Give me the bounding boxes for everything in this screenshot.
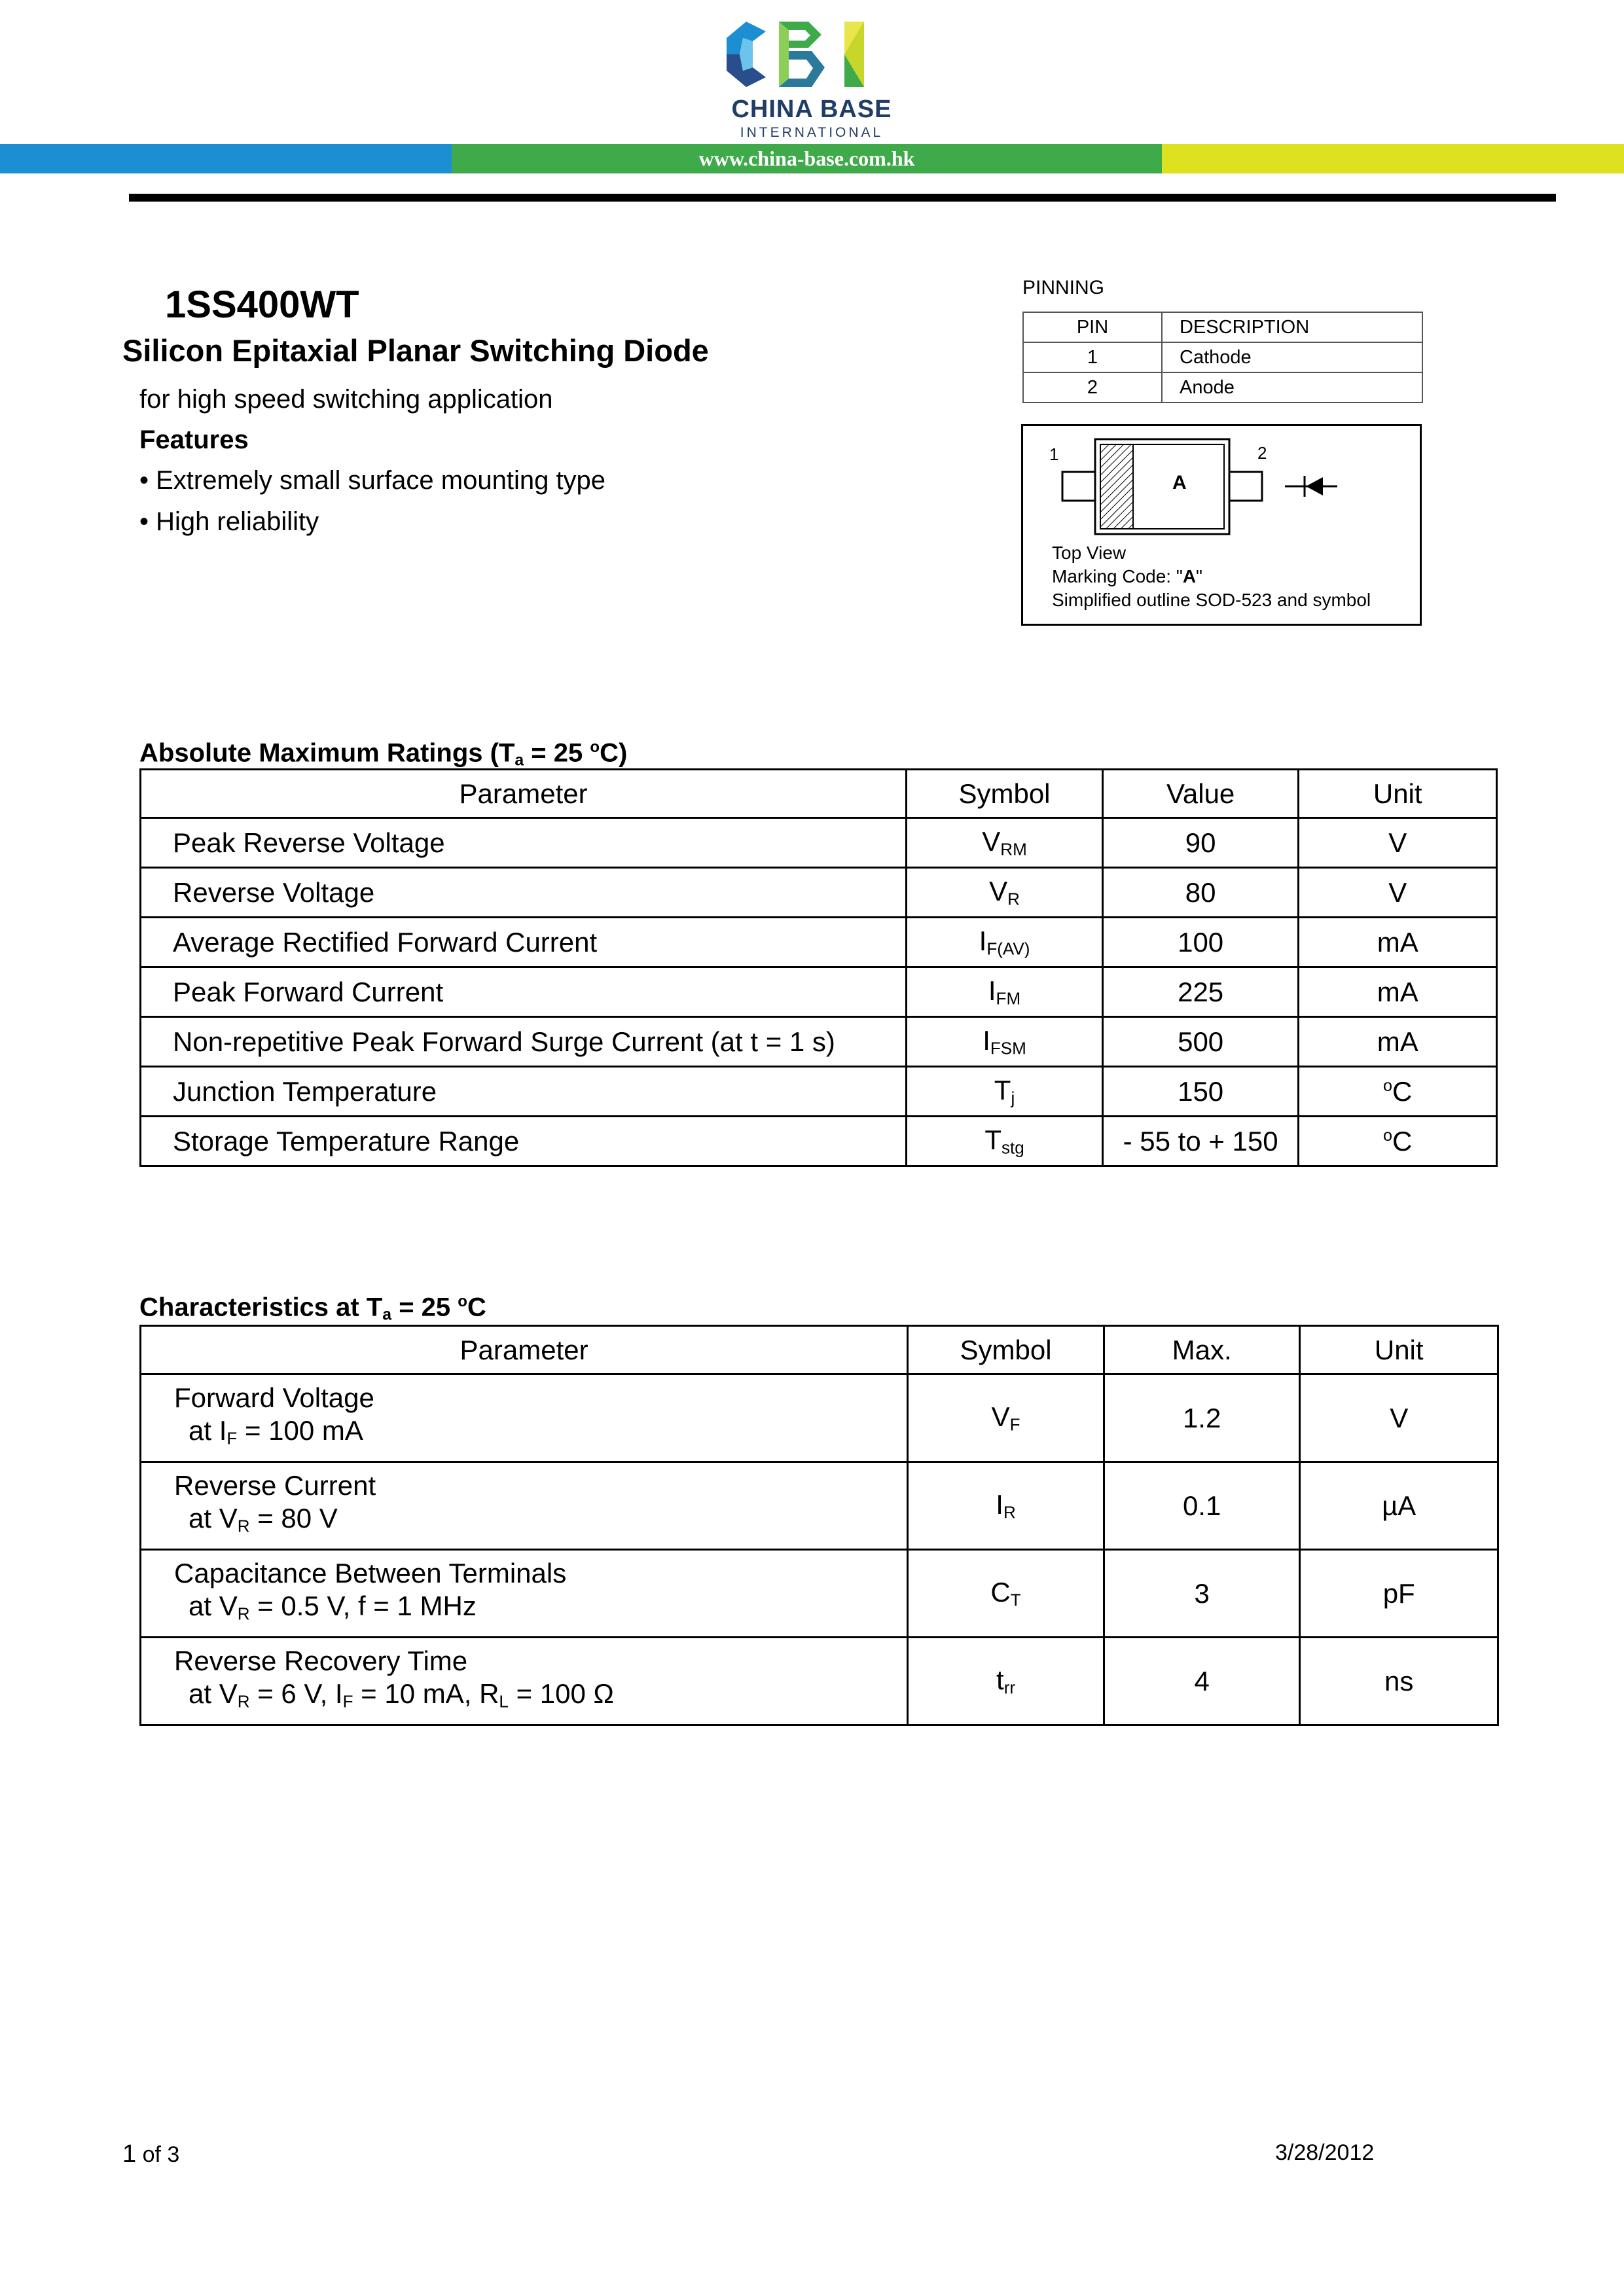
symbol-subscript: rr (1003, 1677, 1016, 1698)
table-row (141, 1017, 1497, 1067)
test-conditions (174, 1677, 907, 1718)
unit-cell: V (1300, 1374, 1498, 1462)
parameter-cell (141, 1462, 908, 1550)
symbol-cell (908, 1638, 1104, 1725)
symbol-main: C (990, 1576, 1011, 1607)
symbol-main: t (996, 1664, 1004, 1695)
parameter-name: Reverse Recovery Time (174, 1645, 468, 1676)
value-cell: 90 (1102, 818, 1299, 868)
parameter-cell (141, 1374, 908, 1462)
title-text: Characteristics at T (139, 1293, 383, 1322)
value-cell: - 55 to + 150 (1102, 1117, 1299, 1166)
parameter-cell (141, 1638, 908, 1725)
parameter-name: Forward Voltage (174, 1382, 374, 1413)
symbol-main: I (979, 925, 987, 956)
value-cell: 100 (1102, 918, 1299, 967)
title-subscript: a (382, 1306, 392, 1324)
symbol-cell (907, 918, 1103, 967)
condition-text: at V (189, 1590, 238, 1621)
title-text: = 25 (524, 738, 590, 768)
parameter-cell: Junction Temperature (141, 1067, 907, 1117)
table-row (141, 1067, 1497, 1117)
title-superscript: o (590, 738, 600, 756)
table-row (141, 818, 1497, 868)
col-header-symbol: Symbol (907, 770, 1103, 818)
symbol-main: T (994, 1074, 1011, 1105)
symbol-main: V (989, 875, 1008, 906)
condition-text: = 80 V (249, 1502, 338, 1534)
pinning-row (1023, 342, 1422, 372)
symbol-cell (907, 818, 1103, 868)
condition-subscript: R (237, 1604, 250, 1624)
pin-description: Anode (1162, 372, 1422, 403)
table-row (141, 1117, 1497, 1166)
unit-text: mA (1377, 976, 1418, 1007)
col-header-parameter: Parameter (141, 770, 907, 818)
part-number: 1SS400WT (165, 283, 359, 326)
col-header-unit: Unit (1300, 1326, 1498, 1374)
symbol-subscript: R (1003, 1502, 1016, 1522)
symbol-subscript: RM (1000, 839, 1027, 859)
color-bar-blue (0, 144, 452, 173)
description-header: DESCRIPTION (1162, 312, 1422, 342)
outline-pin1-label: 1 (1049, 444, 1059, 464)
table-row (141, 1550, 1498, 1638)
col-header-symbol: Symbol (908, 1326, 1104, 1374)
condition-text: at V (189, 1677, 238, 1709)
header-rule (129, 194, 1556, 202)
parameter-name: Reverse Current (174, 1469, 376, 1501)
symbol-cell (907, 1067, 1103, 1117)
title-text: C (467, 1293, 486, 1322)
symbol-subscript: FSM (990, 1038, 1026, 1058)
parameter-cell: Average Rectified Forward Current (141, 918, 907, 967)
parameter-cell: Peak Reverse Voltage (141, 818, 907, 868)
symbol-cell (908, 1550, 1104, 1638)
feature-item: • High reliability (139, 507, 319, 536)
symbol-main: V (982, 825, 1001, 857)
document-date: 3/28/2012 (1275, 2140, 1375, 2165)
pinning-header-row (1023, 312, 1422, 342)
symbol-main: I (983, 1024, 990, 1056)
unit-text: V (1388, 827, 1407, 858)
unit-cell: pF (1300, 1550, 1498, 1638)
unit-cell: µA (1300, 1462, 1498, 1550)
unit-superscript: o (1383, 1126, 1393, 1145)
title-superscript: o (458, 1293, 467, 1310)
symbol-subscript: FM (996, 988, 1021, 1009)
parameter-cell: Peak Forward Current (141, 967, 907, 1017)
condition-subscript: F (342, 1691, 353, 1712)
pin-number: 1 (1023, 342, 1162, 372)
value-cell: 500 (1102, 1017, 1299, 1067)
unit-cell: ns (1300, 1638, 1498, 1725)
symbol-subscript: F (1009, 1414, 1020, 1435)
condition-text: = 6 V, I (249, 1677, 343, 1709)
parameter-cell: Reverse Voltage (141, 868, 907, 918)
brand-name: CHINA BASE (731, 96, 892, 123)
unit-cell (1299, 868, 1497, 918)
page-current: 1 (122, 2140, 137, 2168)
parameter-name: Capacitance Between Terminals (174, 1557, 567, 1588)
max-cell: 3 (1104, 1550, 1300, 1638)
unit-text: mA (1377, 926, 1418, 958)
table-row (141, 1638, 1498, 1725)
max-cell: 4 (1104, 1638, 1300, 1725)
condition-subscript: R (237, 1516, 250, 1536)
unit-text: C (1392, 1125, 1413, 1157)
application-text: for high speed switching application (139, 385, 553, 414)
marking-code-line (1052, 566, 1202, 587)
symbol-cell (907, 967, 1103, 1017)
condition-text: at I (189, 1414, 227, 1446)
condition-text: = 10 mA, R (353, 1677, 499, 1709)
max-cell: 0.1 (1104, 1462, 1300, 1550)
table-row (141, 1374, 1498, 1462)
col-header-max: Max. (1104, 1326, 1300, 1374)
color-bar-yellow (1162, 144, 1624, 173)
pin-number: 2 (1023, 372, 1162, 403)
symbol-cell (907, 1117, 1103, 1166)
parameter-cell: Storage Temperature Range (141, 1117, 907, 1166)
unit-cell (1299, 1117, 1497, 1166)
unit-cell (1299, 1017, 1497, 1067)
feature-item: • Extremely small surface mounting type (139, 466, 606, 495)
absolute-max-table (139, 768, 1498, 1167)
condition-text: = 100 Ω (508, 1677, 614, 1709)
product-subtitle: Silicon Epitaxial Planar Switching Diode (122, 333, 709, 368)
table-row (141, 918, 1497, 967)
brand-subtitle: INTERNATIONAL (740, 125, 884, 140)
title-text: C) (600, 738, 628, 768)
condition-text: = 0.5 V, f = 1 MHz (249, 1590, 477, 1621)
col-header-value: Value (1102, 770, 1299, 818)
unit-text: C (1392, 1075, 1413, 1107)
value-cell: 225 (1102, 967, 1299, 1017)
table-row (141, 868, 1497, 918)
condition-text: = 100 mA (237, 1414, 363, 1446)
symbol-subscript: F(AV) (986, 939, 1030, 959)
title-text: Absolute Maximum Ratings (T (139, 738, 515, 768)
symbol-cell (907, 1017, 1103, 1067)
unit-cell (1299, 1067, 1497, 1117)
parameter-cell (141, 1550, 908, 1638)
test-conditions (174, 1414, 907, 1455)
features-title: Features (139, 425, 249, 454)
table-header-row (141, 770, 1497, 818)
title-text: = 25 (391, 1293, 458, 1322)
outline-caption: Simplified outline SOD-523 and symbol (1052, 590, 1371, 610)
outline-marking-letter: A (1172, 472, 1187, 493)
symbol-main: V (991, 1401, 1010, 1432)
cbi-logo-icon (727, 18, 884, 90)
col-header-parameter: Parameter (141, 1326, 908, 1374)
symbol-cell (907, 868, 1103, 918)
value-cell: 80 (1102, 868, 1299, 918)
pinning-title: PINNING (1022, 277, 1105, 298)
outline-pin2-label: 2 (1257, 443, 1267, 463)
condition-text: at V (189, 1502, 238, 1534)
characteristics-title (139, 1293, 486, 1325)
pin-description: Cathode (1162, 342, 1422, 372)
symbol-main: I (996, 1488, 1003, 1520)
page-total: of 3 (136, 2142, 180, 2167)
test-conditions (174, 1590, 907, 1630)
title-subscript: a (514, 751, 524, 770)
marking-code-suffix: " (1196, 566, 1202, 586)
unit-cell (1299, 918, 1497, 967)
table-row (141, 967, 1497, 1017)
pinning-table (1022, 312, 1423, 403)
marking-code-prefix: Marking Code: " (1052, 566, 1183, 586)
characteristics-table (139, 1325, 1499, 1726)
test-conditions (174, 1502, 907, 1543)
table-row (141, 1462, 1498, 1550)
condition-subscript: F (226, 1428, 238, 1448)
condition-subscript: R (237, 1691, 250, 1712)
symbol-subscript: stg (1001, 1138, 1024, 1158)
outline-view-label: Top View (1052, 543, 1127, 563)
website-link[interactable]: www.china-base.com.hk (698, 147, 915, 170)
symbol-cell (908, 1462, 1104, 1550)
marking-code-value: A (1182, 566, 1197, 586)
unit-cell (1299, 967, 1497, 1017)
pin-header: PIN (1023, 312, 1162, 342)
symbol-subscript: R (1007, 889, 1020, 909)
pinning-row (1023, 372, 1422, 403)
package-outline-box (1021, 424, 1422, 626)
symbol-subscript: j (1011, 1088, 1015, 1108)
unit-cell (1299, 818, 1497, 868)
col-header-unit: Unit (1299, 770, 1497, 818)
symbol-main: T (984, 1124, 1001, 1155)
unit-text: mA (1377, 1026, 1418, 1057)
symbol-subscript: T (1010, 1590, 1021, 1610)
symbol-main: I (988, 975, 996, 1006)
table-header-row (141, 1326, 1498, 1374)
sod523-outline-icon (1023, 426, 1420, 557)
page-number (122, 2140, 179, 2168)
unit-superscript: o (1383, 1076, 1393, 1095)
parameter-cell: Non-repetitive Peak Forward Surge Current (at t = 1 s) (141, 1017, 907, 1067)
unit-text: V (1388, 876, 1407, 908)
absolute-max-title (139, 738, 627, 770)
condition-subscript: L (499, 1691, 509, 1712)
value-cell: 150 (1102, 1067, 1299, 1117)
symbol-cell (908, 1374, 1104, 1462)
max-cell: 1.2 (1104, 1374, 1300, 1462)
